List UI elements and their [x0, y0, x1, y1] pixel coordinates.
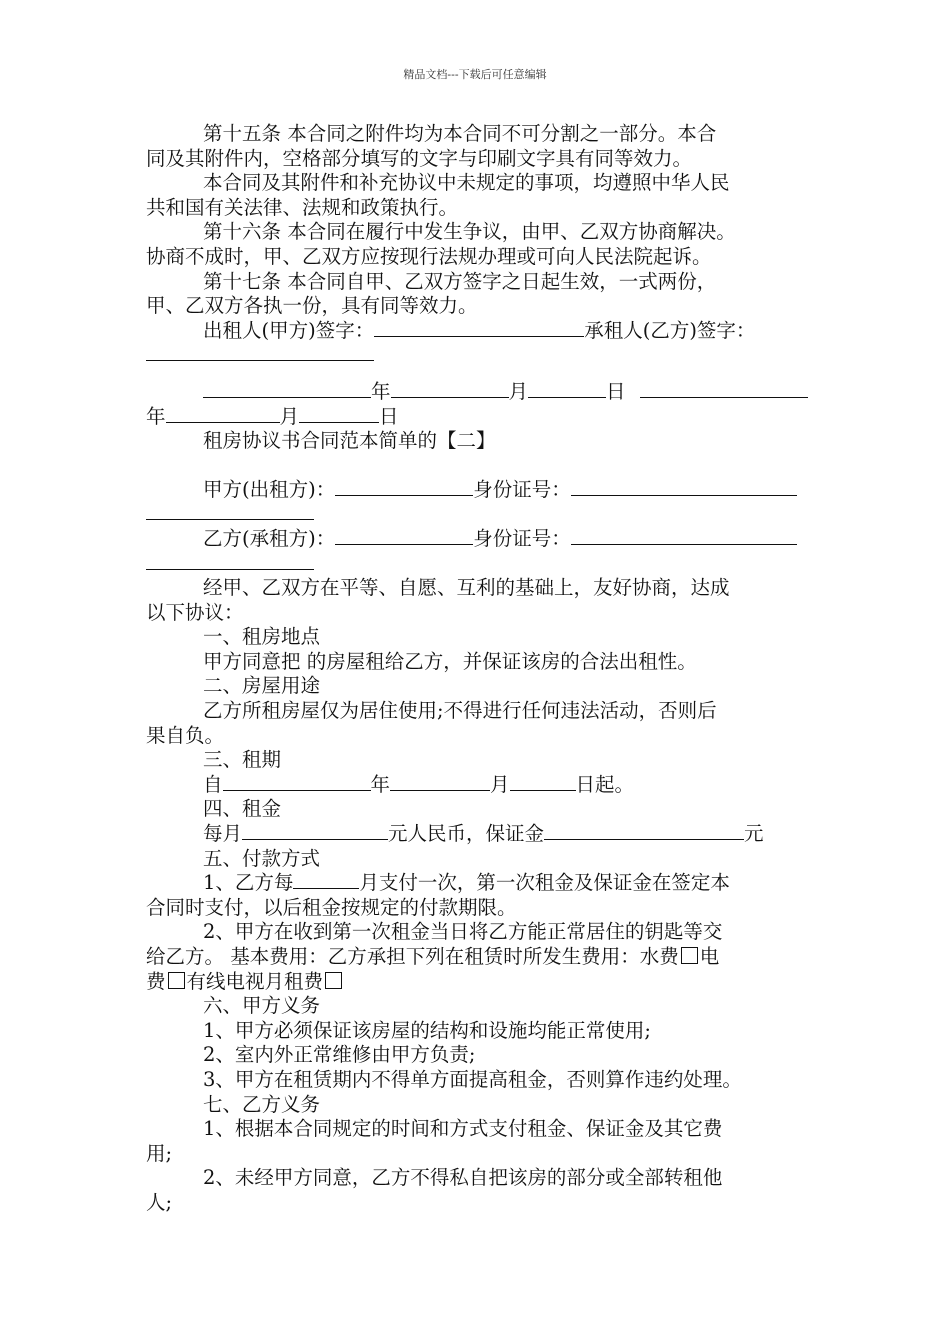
section-2-title: 二、房屋用途: [203, 674, 321, 698]
lessor-year-blank[interactable]: [203, 380, 371, 398]
cable-tv-fee-checkbox[interactable]: [325, 972, 342, 989]
party-a-id-blank-2[interactable]: [146, 502, 314, 520]
article-16-line-1: 第十六条 本合同在履行中发生争议，由甲、乙双方协商解决。: [203, 220, 736, 244]
section-7-item-2-line-2: 人;: [146, 1190, 173, 1214]
month-label: 月: [508, 379, 529, 403]
section-6-item-3: 3、甲方在租赁期内不得单方面提高租金，否则算作违约处理。: [203, 1067, 742, 1091]
cable-tv-label: 有线电视月租费: [186, 969, 324, 993]
page-header: 精品文档---下载后可任意编辑: [403, 68, 547, 81]
party-a-label: 甲方(出租方)：: [203, 477, 336, 501]
section-5-item-1-line-1: [146, 871, 810, 896]
lessee-month-blank[interactable]: [166, 405, 280, 423]
section-5-item-2-line-1: 2、甲方在收到第一次租金当日将乙方能正常居住的钥匙等交: [203, 920, 723, 944]
section-4-rent-line: [146, 822, 810, 847]
electricity-fee-checkbox[interactable]: [168, 972, 185, 989]
party-a-id-blank[interactable]: [571, 478, 797, 496]
deposit-amount-blank[interactable]: [544, 822, 744, 840]
section-7-item-1-line-1: 1、根据本合同规定的时间和方式支付租金、保证金及其它费: [203, 1117, 723, 1141]
date-line-2: [146, 405, 810, 430]
supplement-line-2: 共和国有关法律、法规和政策执行。: [146, 195, 459, 219]
contract-document: [146, 122, 810, 1216]
section-2-text-1: 乙方所租房屋仅为居住使用;不得进行任何违法活动，否则后: [203, 699, 717, 723]
intro-line-2: 以下协议：: [146, 600, 244, 624]
party-b-id-blank[interactable]: [571, 527, 797, 545]
section-6-title: 六、甲方义务: [203, 994, 321, 1018]
lessee-signature-blank[interactable]: [146, 343, 374, 361]
month-label: 月: [490, 772, 510, 796]
year-label: 年: [370, 772, 391, 796]
section-6-item-2: 2、室内外正常维修由甲方负责;: [203, 1043, 476, 1067]
section-3-title: 三、租期: [203, 748, 282, 772]
supplement-line-1: 本合同及其附件和补充协议中未规定的事项，均遵照中华人民: [203, 171, 730, 195]
party-a-id-continued: [146, 502, 810, 527]
yuan-label: 元: [744, 822, 764, 846]
term-day-blank[interactable]: [510, 773, 576, 791]
lessor-signature-label: 出租人(甲方)签字：: [203, 318, 375, 342]
party-b-line: [146, 527, 810, 552]
contract-2-title: 租房协议书合同范本简单的【二】: [203, 429, 496, 453]
party-b-id-continued: [146, 552, 810, 577]
term-month-blank[interactable]: [390, 773, 490, 791]
article-16-line-2: 协商不成时，甲、乙双方应按现行法规办理或可向人民法院起诉。: [146, 244, 712, 268]
section-6-item-1: 1、甲方必须保证该房屋的结构和设施均能正常使用;: [203, 1018, 651, 1042]
water-fee-checkbox[interactable]: [681, 947, 698, 964]
signature-line: [146, 319, 810, 344]
rmb-deposit-label: 元人民币，保证金: [388, 822, 545, 846]
party-b-name-blank[interactable]: [335, 527, 473, 545]
day-label: 日: [379, 404, 399, 428]
section-4-title: 四、租金: [203, 797, 282, 821]
article-17-line-1: 第十七条 本合同自甲、乙双方签字之日起生效，一式两份，: [203, 269, 717, 293]
term-start-label: 日起。: [575, 772, 635, 796]
from-label: 自: [203, 772, 223, 796]
section-5-item-2-line-3: [146, 970, 810, 995]
party-b-label: 乙方(承租方)：: [203, 526, 336, 550]
section-5-item-1-line-2: 合同时支付，以后租金按规定的付款期限。: [146, 895, 517, 919]
year-label: 年: [371, 379, 391, 403]
section-1-text: 甲方同意把 的房屋租给乙方，并保证该房的合法出租性。: [203, 649, 697, 673]
section-5-item-2-line-2: [146, 945, 810, 970]
lessor-day-blank[interactable]: [528, 380, 606, 398]
lessor-month-blank[interactable]: [391, 380, 509, 398]
section-3-term-line: [146, 773, 810, 798]
section-7-title: 七、乙方义务: [203, 1092, 321, 1116]
article-15-line-2: 同及其附件内，空格部分填写的文字与印刷文字具有同等效力。: [146, 146, 693, 170]
term-year-blank[interactable]: [223, 773, 371, 791]
section-7-item-1-line-2: 用;: [146, 1141, 173, 1165]
date-line-1: [146, 380, 810, 405]
party-b-id-blank-2[interactable]: [146, 552, 314, 570]
monthly-label: 每月: [203, 822, 243, 846]
party-a-line: [146, 478, 810, 503]
section-5-title: 五、付款方式: [203, 846, 321, 870]
year-label: 年: [146, 404, 166, 428]
payment-text: 月支付一次，第一次租金及保证金在签定本: [359, 871, 730, 895]
party-b-id-label: 身份证号：: [473, 526, 571, 550]
fee-label: 费: [146, 969, 166, 993]
lessee-signature-line: [146, 343, 810, 368]
intro-line-1: 经甲、乙双方在平等、自愿、互利的基础上，友好协商，达成: [203, 576, 730, 600]
lessor-signature-blank[interactable]: [374, 319, 584, 337]
basic-fees-text: 给乙方。 基本费用：乙方承担下列在租赁时所发生费用：水费: [146, 945, 679, 968]
lessee-signature-label: 承租人(乙方)签字：: [584, 318, 756, 342]
day-label: 日: [606, 379, 626, 403]
section-7-item-2-line-1: 2、未经甲方同意，乙方不得私自把该房的部分或全部转租他: [203, 1166, 723, 1190]
rent-amount-blank[interactable]: [242, 822, 388, 840]
electricity-label: 电: [699, 945, 720, 968]
article-17-line-2: 甲、乙双方各执一份，具有同等效力。: [146, 294, 478, 318]
month-label: 月: [279, 404, 300, 428]
lessee-year-blank[interactable]: [640, 380, 808, 398]
section-1-title: 一、租房地点: [203, 625, 321, 649]
section-2-text-2: 果自负。: [146, 723, 225, 747]
payment-months-blank[interactable]: [293, 871, 359, 889]
party-a-id-label: 身份证号：: [473, 477, 571, 501]
lessee-day-blank[interactable]: [299, 405, 379, 423]
party-a-name-blank[interactable]: [335, 478, 473, 496]
payment-every-label: 1、乙方每: [203, 871, 294, 895]
article-15-line-1: 第十五条 本合同之附件均为本合同不可分割之一部分。本合: [203, 122, 717, 145]
